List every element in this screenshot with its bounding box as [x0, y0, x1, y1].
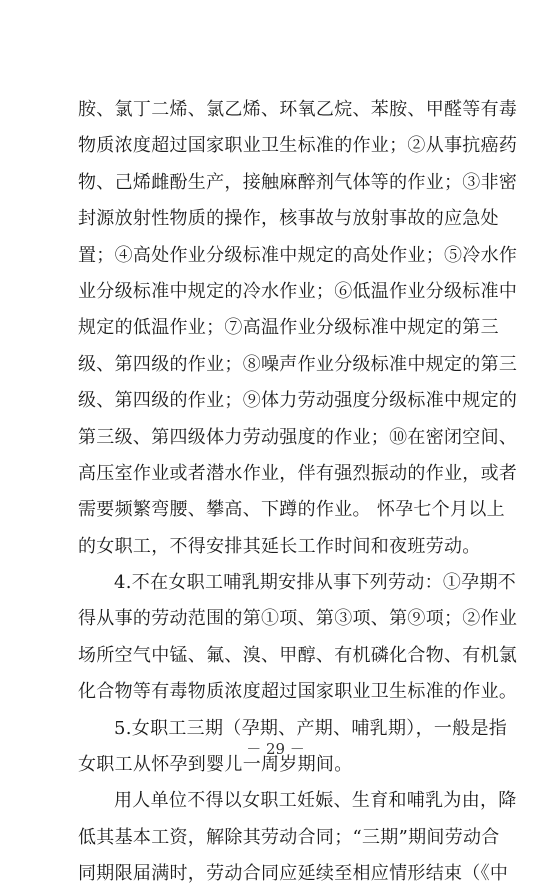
text-line: 需要频繁弯腰、攀高、下蹲的作业。 怀孕七个月以上	[78, 499, 505, 521]
paragraph-4-line: 4.不在女职工哺乳期安排从事下列劳动：①孕期不	[114, 572, 517, 594]
paragraph-4-line: 得从事的劳动范围的第①项、第③项、第⑨项；②作业	[78, 608, 518, 630]
text-line: 的女职工，不得安排其延长工作时间和夜班劳动。	[78, 535, 481, 557]
paragraph-6-line: 同期限届满时，劳动合同应延续至相应情形结束（《中	[78, 863, 509, 885]
text-line: 级、第四级的作业；⑨体力劳动强度分级标准中规定的	[78, 390, 518, 412]
paragraph-5-line: 5.女职工三期（孕期、产期、哺乳期），一般是指	[114, 717, 508, 739]
text-line: 物、己烯雌酚生产，接触麻醉剂气体等的作业；③非密	[78, 171, 518, 193]
text-line: 第三级、第四级体力劳动强度的作业；⑩在密闭空间、	[78, 426, 518, 448]
paragraph-6-line: 低其基本工资，解除其劳动合同；“三期”期间劳动合	[78, 826, 500, 848]
text-line: 置；④高处作业分级标准中规定的高处作业；⑤冷水作	[78, 244, 518, 266]
text-line: 规定的低温作业；⑦高温作业分级标准中规定的第三	[78, 317, 499, 339]
paragraph-4-line: 化合物等有毒物质浓度超过国家职业卫生标准的作业。	[78, 681, 518, 703]
text-line: 封源放射性物质的操作，核事故与放射事故的应急处	[78, 208, 499, 230]
document-body	[78, 92, 518, 893]
paragraph-5-line: 女职工从怀孕到婴儿一周岁期间。	[78, 754, 353, 776]
text-line: 物质浓度超过国家职业卫生标准的作业；②从事抗癌药	[78, 135, 518, 157]
text-line: 高压室作业或者潜水作业，伴有强烈振动的作业，或者	[78, 462, 518, 484]
text-line: 胺、氯丁二烯、氯乙烯、环氧乙烷、苯胺、甲醛等有毒	[78, 99, 518, 120]
paragraph-4-line: 场所空气中锰、氟、溴、甲醇、有机磷化合物、有机氯	[78, 644, 518, 666]
text-line: 级、第四级的作业；⑧噪声作业分级标准中规定的第三	[78, 353, 518, 375]
page-number: － 29 －	[246, 740, 305, 758]
text-line: 业分级标准中规定的冷水作业；⑥低温作业分级标准中	[78, 280, 518, 302]
paragraph-6-line: 用人单位不得以女职工妊娠、生育和哺乳为由，降	[114, 790, 517, 812]
